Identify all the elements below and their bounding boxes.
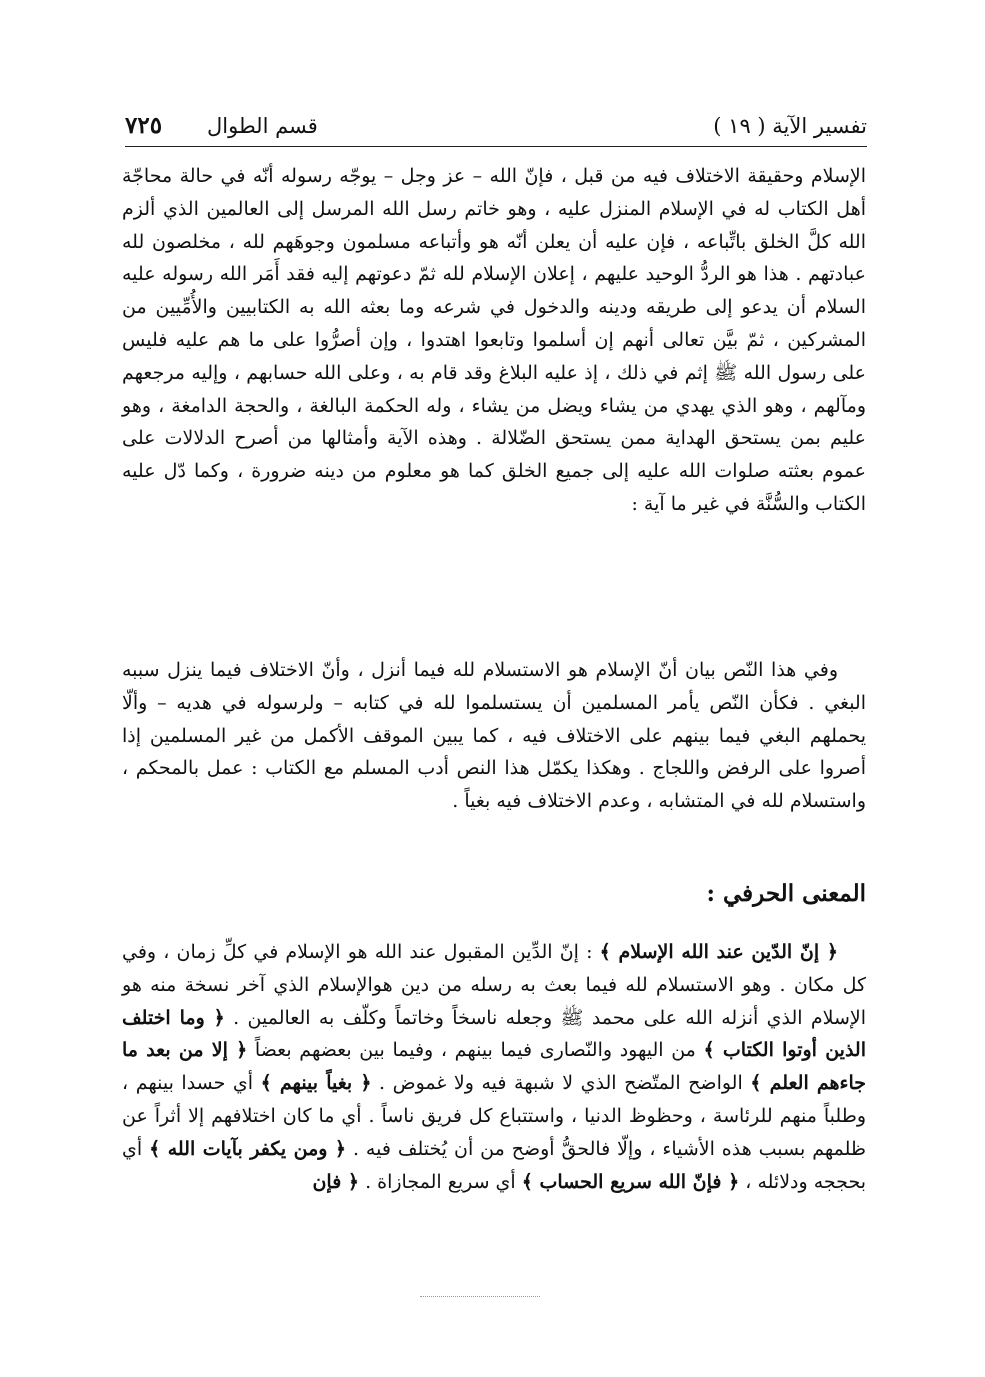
running-title: تفسير الآية ( ١٩ ): [713, 114, 867, 138]
quran-quote: ﴿ إلا من بعد ما جاءهم العلم ﴾: [122, 1039, 867, 1095]
page-header: [125, 112, 867, 146]
paragraph-text: الإسلام وحقيقة الاختلاف فيه من قبل ، فإنّ الله – عز وجل – يوجّه رسوله أنّه في حالة محاجّة أهل الكتاب له في الإسلام المنزل عليه ، وهو خاتم رسل الله المرسل إلى العالمين الذي ألزم الله كلَّ الخلق باتِّباعه ، فإن عليه أن يعلن أنّه هو وأتباعه مسلمون وجوهَهم لله ، مخلصون لله عبادتهم . هذا هو الردُّ الوحيد عليهم ، إعلان الإسلام لله ثمّ دعوتهم إليه فقد أَمَر الله رسوله عليه السلام أن يدعو إلى طريقه ودينه والدخول في شرعه وما بعثه الله به الكتابيين والأُمِّيين من المشركين ، ثمّ بيَّن تعالى أنهم إن أسلموا وتابعوا اهتدوا ، وإن أصرُّوا على ما هم عليه فليس على رسول الله ﷺ إثم في ذلك ، إذ عليه البلاغ وقد قام به ، وعلى الله حسابهم ، وإليه مرجعهم ومآلهم ، وهو الذي يهدي من يشاء ويضل من يشاء ، وله الحكمة البالغة ، والحجة الدامغة ، وهو عليم بمن يستحق الهداية ممن يستحق الضّلالة . وهذه الآية وأمثالها من أصرح الدلالات على عموم بعثته صلوات الله عليه إلى جميع الخلق كما هو معلوم من دينه ضرورة ، وكما دّل عليه الكتاب والسُّنَّة في غير ما آية :: [122, 165, 866, 515]
paragraph-commentary: [122, 654, 866, 818]
explanation-text: أي حسدا بينهم ، وطلباً منهم للرئاسة ، وحظوظ الدنيا ، واستتباع كل فريق ناساً . أي ما كان اختلافهم إلا أثراً عن ظلمهم بسبب هذه الأشياء ، وإلّا فالحقُّ أوضح من أن يُختلف فيه .: [122, 1072, 866, 1160]
quran-quote: ﴿ بغياً بينهم ﴾: [260, 1072, 372, 1095]
explanation-text: أي سريع المجازاة .: [359, 1170, 522, 1193]
quran-quote: ﴿ إنّ الدّين عند الله الإسلام ﴾: [599, 941, 838, 963]
quran-quote: ﴿ فإنّ الله سريع الحساب ﴾: [521, 1170, 740, 1193]
quran-quote: ﴿ وما اختلف الذين أوتوا الكتاب ﴾: [122, 1006, 866, 1062]
section-heading: المعنى الحرفي :: [706, 880, 866, 907]
explanation-text: من اليهود والنّصارى فيما بينهم ، وفيما بين بعضهم بعضاً: [247, 1039, 704, 1062]
section-title: قسم الطوال: [207, 114, 318, 138]
page-number: ٧٢٥: [125, 112, 163, 139]
quran-quote: ﴿ ومن يكفر بآيات الله ﴾: [149, 1137, 347, 1160]
paragraph-text: [122, 936, 866, 1198]
paragraph-text: وفي هذا النّص بيان أنّ الإسلام هو الاستسلام لله فيما أنزل ، وأنّ الاختلاف فيما ينزل سببه البغي . فكأن النّص يأمر المسلمين أن يستسلموا لله في كتابه – ولرسوله في هديه – وألّا يحملهم البغي فيما بينهم على الاختلاف فيه ، كما يبين الموقف الأكمل من غير المسلمين إذا أصروا على الرفض واللجاج . وهكذا يكمّل هذا النص أدب المسلم مع الكتاب : عمل بالمحكم ، واستسلام لله في المتشابه ، وعدم الاختلاف فيه بغياً .: [122, 659, 866, 813]
explanation-text: : إنّ الدِّين المقبول عند الله هو الإسلام في كلِّ زمان ، وفي كل مكان . وهو الاستسلام لله فيما بعث به رسله من دين هوالإسلام الذي آخر نسخة منه هو الإسلام الذي أنزله الله على محمد ﷺ وجعله ناسخاً وخاتماً وكلّف به العالمين .: [122, 941, 866, 1029]
header-divider: [125, 146, 867, 147]
scan-artifact: [420, 1296, 540, 1297]
explanation-text: أي بحججه ودلائله ،: [122, 1137, 866, 1193]
paragraph-continuation: [122, 160, 866, 521]
explanation-text: الواضح المتّضح الذي لا شبهة فيه ولا غموض .: [371, 1072, 751, 1095]
quran-quote: ﴿ فإن: [312, 1170, 360, 1193]
paragraph-literal-meaning: [122, 936, 866, 1198]
